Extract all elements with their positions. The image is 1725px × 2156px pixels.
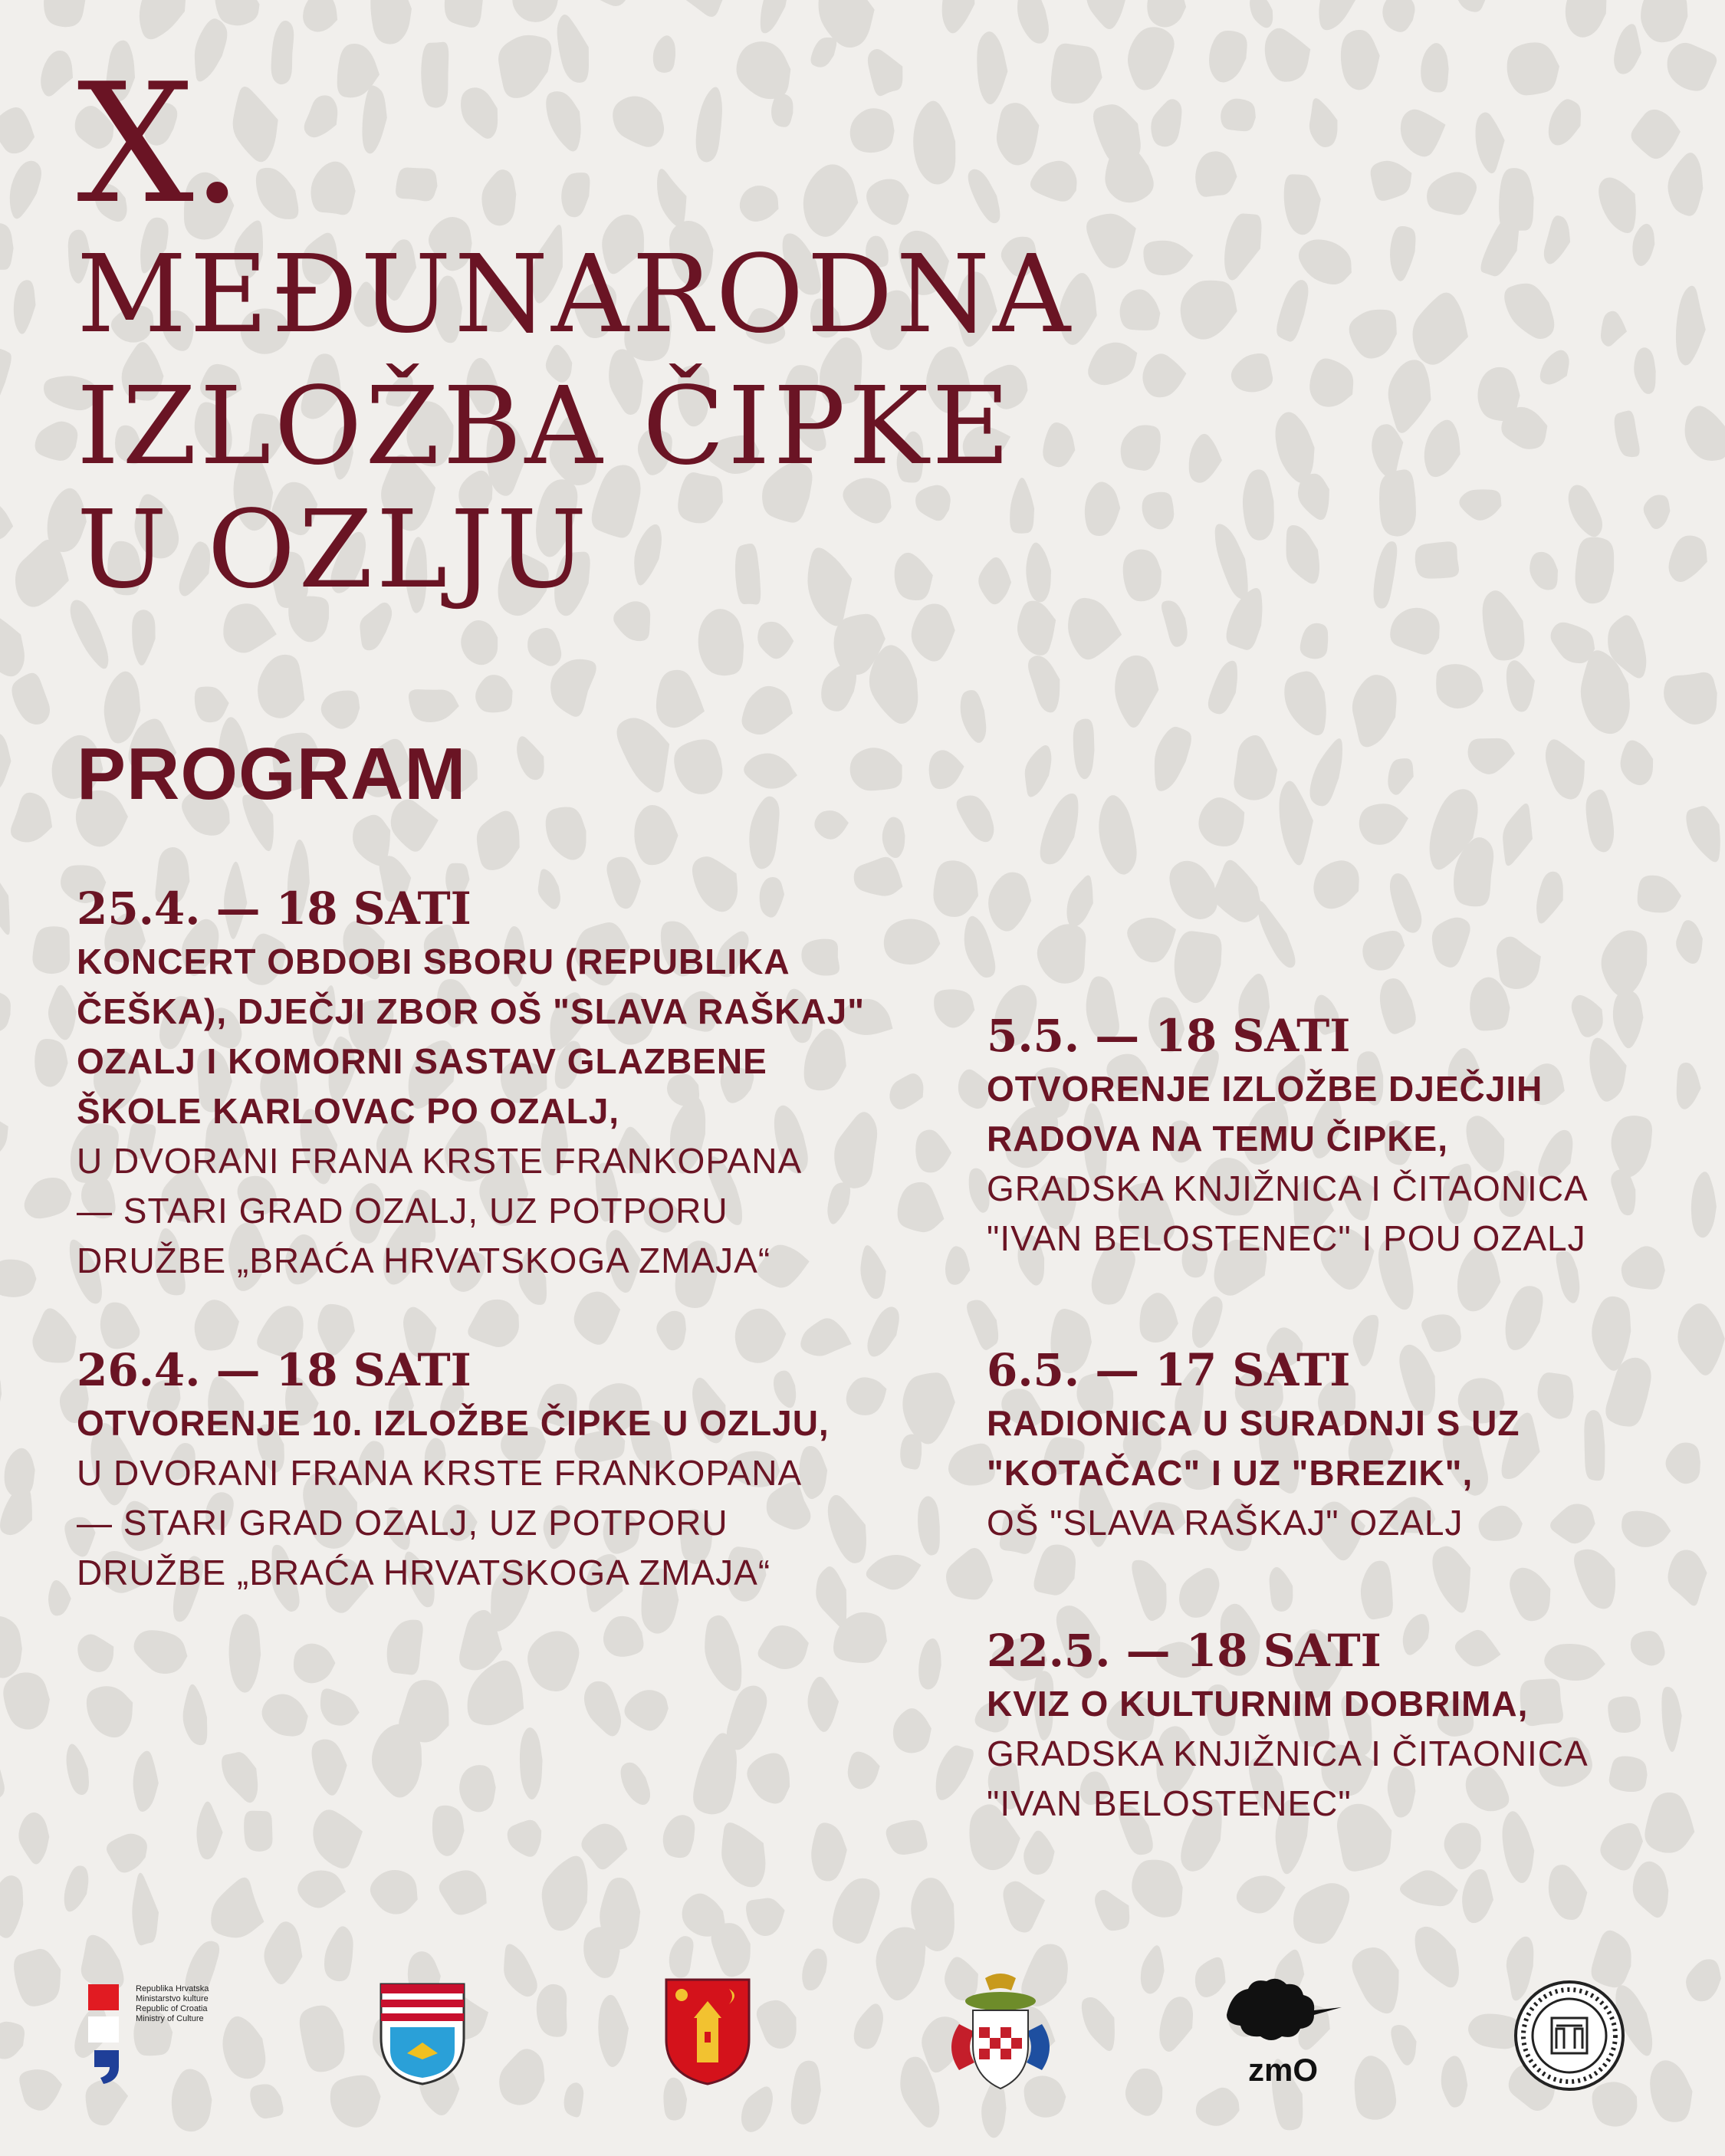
program-heading: PROGRAM xyxy=(77,733,467,815)
event-title-line: "KOTAČAC" I UZ "BREZIK", xyxy=(987,1453,1474,1493)
event-date: 26.4. — 18 SATI xyxy=(77,1344,472,1396)
event-25-4 xyxy=(77,882,865,1286)
event-venue-line: U DVORANI FRANA KRSTE FRANKOPANA xyxy=(77,1453,803,1493)
event-date: 6.5. — 17 SATI xyxy=(987,1344,1351,1396)
ministry-mark-icon xyxy=(88,1984,134,2084)
oak-leaf-icon xyxy=(1219,1977,1346,2053)
round-seal-emblem-icon xyxy=(1512,1978,1627,2093)
title-line-2: IZLOŽBA ČIPKE xyxy=(77,364,1014,489)
event-5-5 xyxy=(987,1009,1589,1264)
event-venue-line: GRADSKA KNJIŽNICA I ČITAONICA xyxy=(987,1734,1589,1773)
zmo-label: zmO xyxy=(1248,2052,1319,2088)
event-title-line: ČEŠKA), DJEČJI ZBOR OŠ "SLAVA RAŠKAJ" xyxy=(77,991,865,1031)
event-venue-line: GRADSKA KNJIŽNICA I ČITAONICA xyxy=(987,1168,1589,1208)
event-22-5 xyxy=(987,1624,1589,1829)
event-venue-line: DRUŽBE „BRAĆA HRVATSKOGA ZMAJA“ xyxy=(77,1553,771,1592)
zmo-logo xyxy=(1219,1977,1346,2092)
event-venue-line: DRUŽBE „BRAĆA HRVATSKOGA ZMAJA“ xyxy=(77,1241,771,1280)
event-title-line: RADIONICA U SURADNJI S UZ xyxy=(987,1403,1520,1443)
event-title-line: OTVORENJE 10. IZLOŽBE ČIPKE U OZLJU, xyxy=(77,1403,830,1443)
event-venue-line: U DVORANI FRANA KRSTE FRANKOPANA xyxy=(77,1141,803,1181)
dragon-crest-emblem-icon xyxy=(939,1970,1062,2093)
ozalj-town-coat-of-arms-icon xyxy=(665,1978,751,2085)
event-date: 5.5. — 18 SATI xyxy=(987,1010,1351,1062)
ministry-logo-text: Republika Hrvatska Ministarstvo kulture Republic of Croatia Ministry of Culture xyxy=(136,1984,209,2023)
event-venue-line: — STARI GRAD OZALJ, UZ POTPORU xyxy=(77,1191,728,1231)
event-title-line: OZALJ I KOMORNI SASTAV GLAZBENE xyxy=(77,1041,767,1081)
event-title-line: KONCERT OBDOBI SBORU (REPUBLIKA xyxy=(77,942,790,981)
event-26-4 xyxy=(77,1343,830,1598)
event-date: 22.5. — 18 SATI xyxy=(987,1625,1382,1677)
event-venue-line: — STARI GRAD OZALJ, UZ POTPORU xyxy=(77,1503,728,1543)
event-title-line: OTVORENJE IZLOŽBE DJEČJIH xyxy=(987,1069,1543,1109)
event-venue-line: OŠ "SLAVA RAŠKAJ" OZALJ xyxy=(987,1503,1464,1543)
event-6-5 xyxy=(987,1343,1520,1548)
event-venue-line: "IVAN BELOSTENEC" I POU OZALJ xyxy=(987,1218,1586,1258)
event-venue-line: "IVAN BELOSTENEC" xyxy=(987,1783,1352,1823)
title-line-3: U OZLJU xyxy=(77,488,590,613)
ministry-of-culture-logo xyxy=(88,1984,222,2084)
event-title-line: RADOVA NA TEMU ČIPKE, xyxy=(987,1119,1448,1159)
title-number: X. xyxy=(77,48,241,240)
event-title-line: KVIZ O KULTURNIM DOBRIMA, xyxy=(987,1684,1529,1724)
title-line-1: MEĐUNARODNA xyxy=(77,232,1074,357)
karlovac-county-coat-of-arms-icon xyxy=(380,1983,465,2085)
event-title-line: ŠKOLE KARLOVAC PO OZALJ, xyxy=(77,1091,620,1131)
event-date: 25.4. — 18 SATI xyxy=(77,882,472,935)
